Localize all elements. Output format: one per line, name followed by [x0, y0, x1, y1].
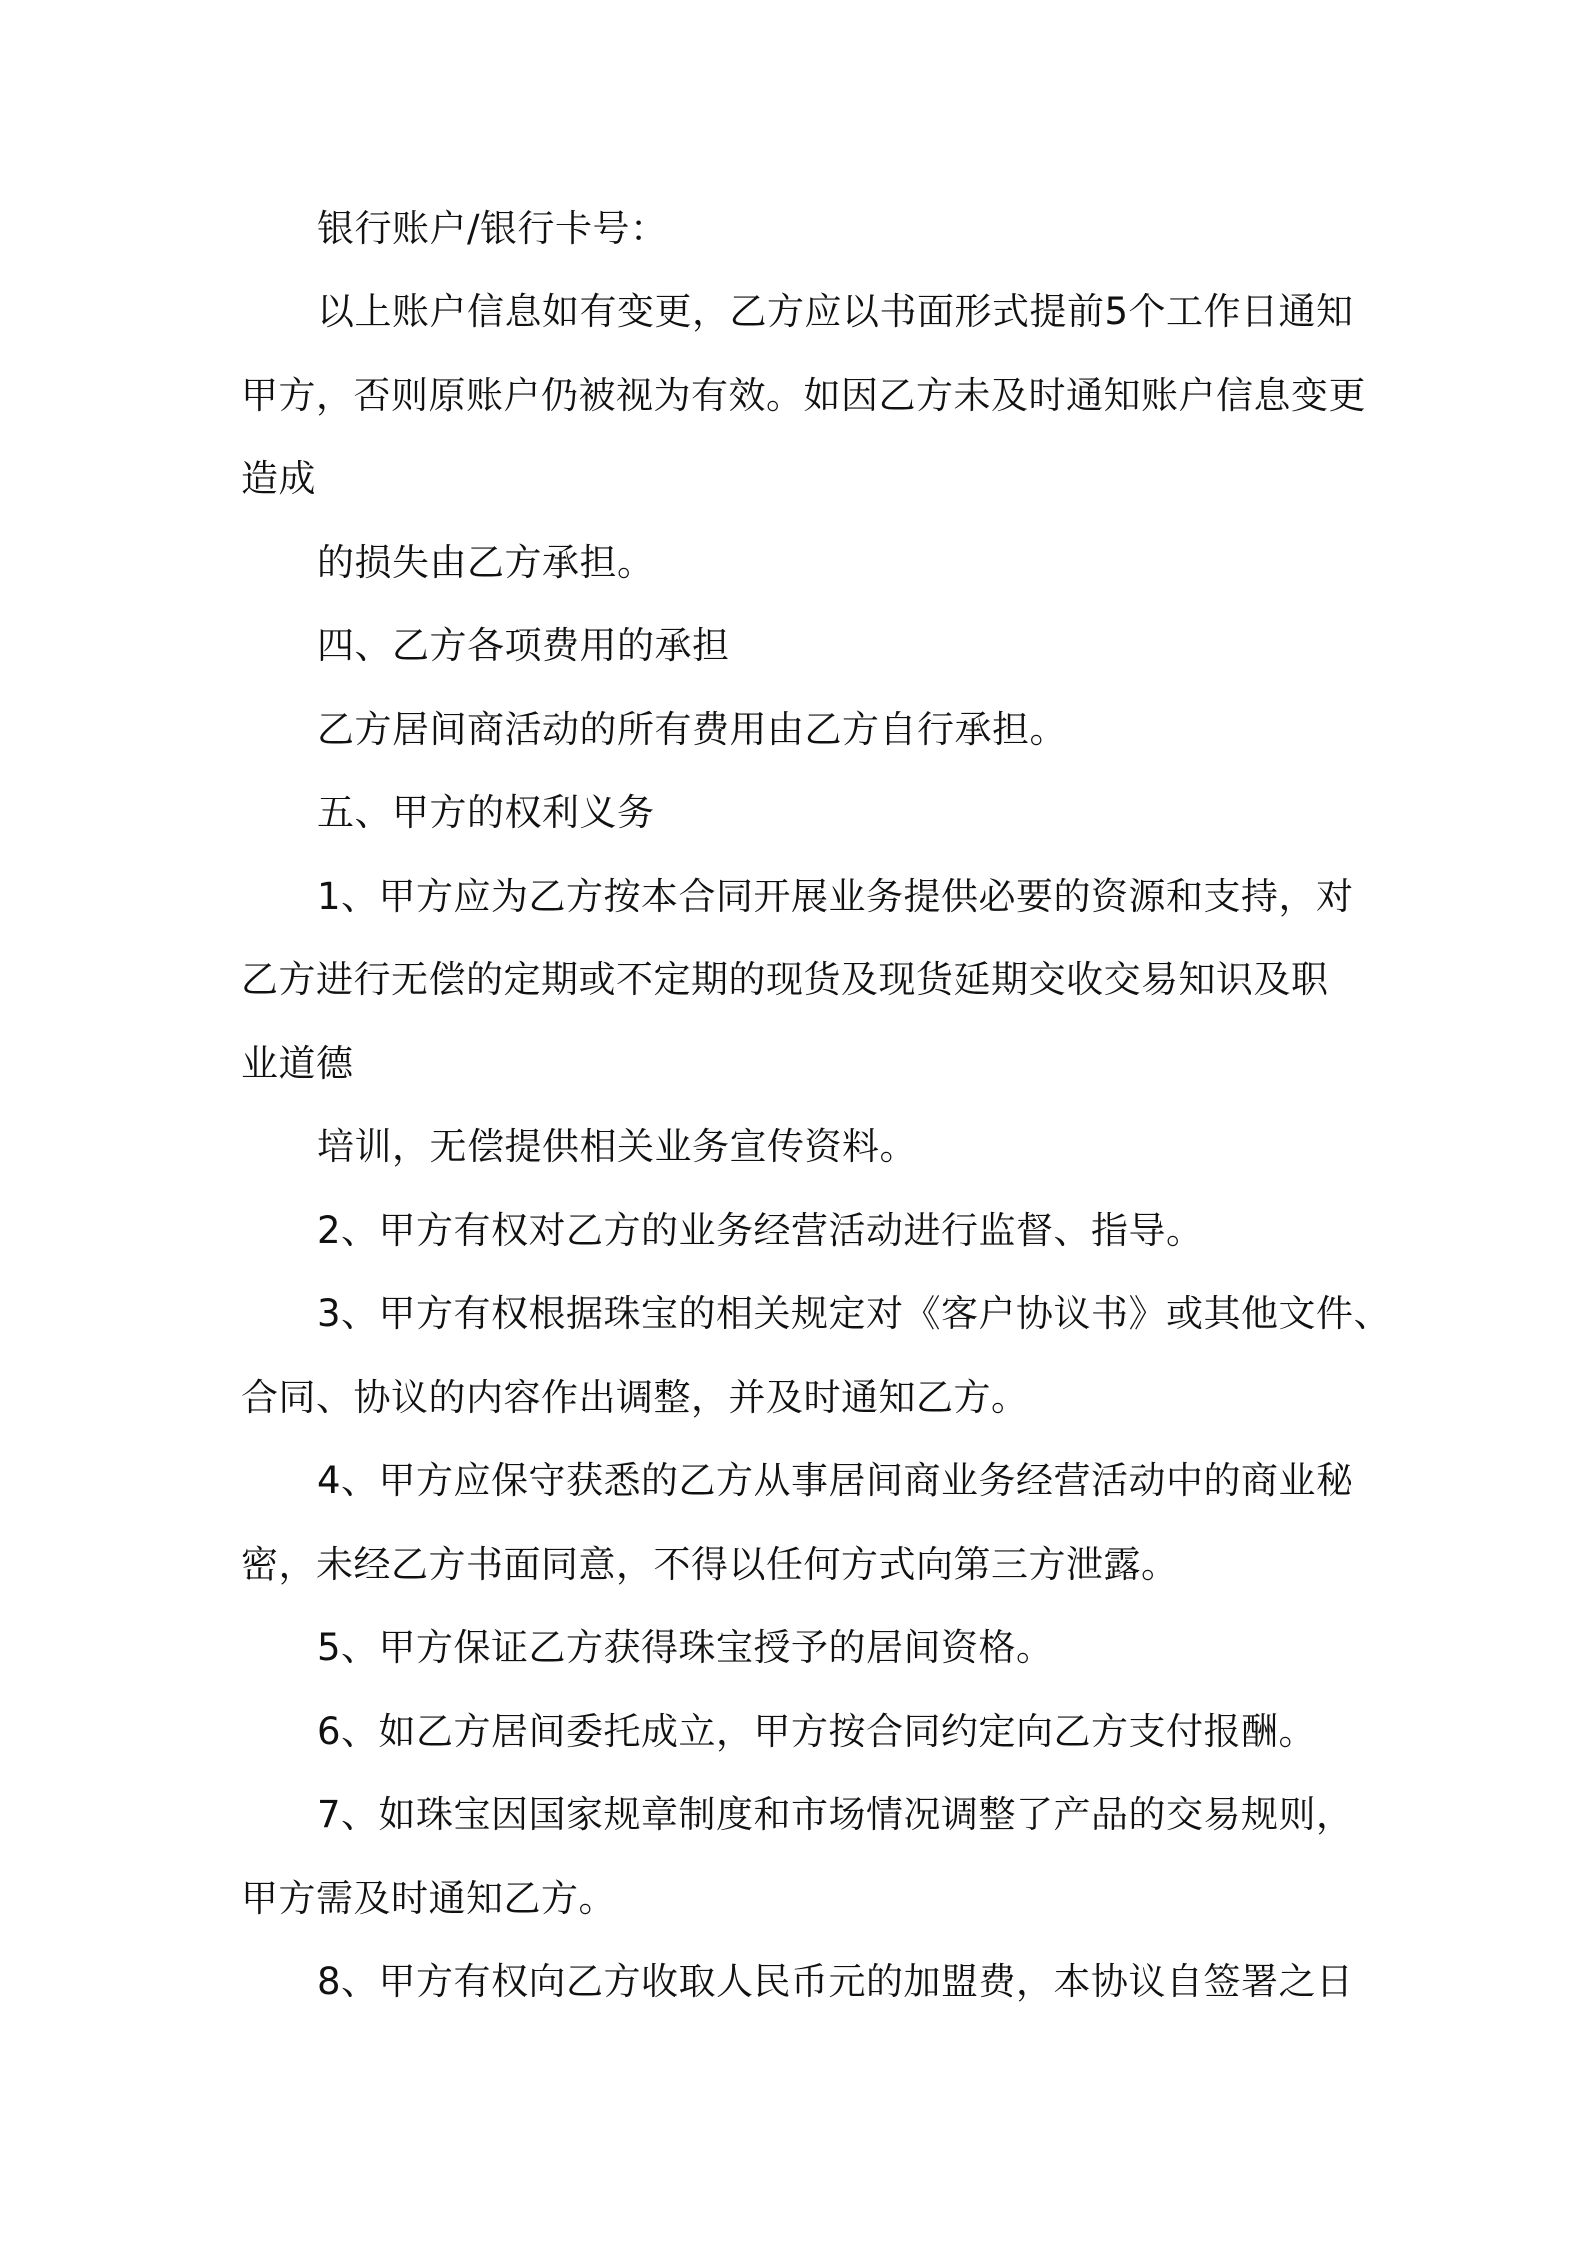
clause-6-line: 6、如乙方居间委托成立，甲方按合同约定向乙方支付报酬。: [317, 1710, 1317, 1753]
clause-3-line: 合同、协议的内容作出调整，并及时通知乙方。: [241, 1376, 1029, 1419]
clause-1-line: 业道德: [241, 1042, 354, 1085]
clause-5-line: 5、甲方保证乙方获得珠宝授予的居间资格。: [317, 1626, 1054, 1669]
paragraph-line: 乙方居间商活动的所有费用由乙方自行承担。: [317, 708, 1067, 751]
clause-7-line: 甲方需及时通知乙方。: [241, 1877, 616, 1920]
clause-2-line: 2、甲方有权对乙方的业务经营活动进行监督、指导。: [317, 1209, 1204, 1252]
paragraph-line: 甲方，否则原账户仍被视为有效。如因乙方未及时通知账户信息变更: [241, 374, 1366, 417]
paragraph-line: 以上账户信息如有变更，乙方应以书面形式提前5个工作日通知: [317, 290, 1354, 333]
bank-account-line: 银行账户/银行卡号：: [317, 207, 668, 250]
clause-4-line: 4、甲方应保守获悉的乙方从事居间商业务经营活动中的商业秘: [317, 1459, 1354, 1502]
paragraph-line: 造成: [241, 457, 316, 500]
clause-1-line: 1、甲方应为乙方按本合同开展业务提供必要的资源和支持，对: [317, 875, 1354, 918]
clause-4-line: 密，未经乙方书面同意，不得以任何方式向第三方泄露。: [241, 1543, 1179, 1586]
section-heading-4: 四、乙方各项费用的承担: [317, 624, 730, 667]
clause-8-line: 8、甲方有权向乙方收取人民币元的加盟费，本协议自签署之日: [317, 1960, 1354, 2003]
clause-3-line: 3、甲方有权根据珠宝的相关规定对《客户协议书》或其他文件、: [317, 1292, 1392, 1335]
paragraph-line: 的损失由乙方承担。: [317, 541, 655, 584]
section-heading-5: 五、甲方的权利义务: [317, 791, 655, 834]
clause-7-line: 7、如珠宝因国家规章制度和市场情况调整了产品的交易规则，: [317, 1793, 1354, 1836]
clause-1-line: 培训，无偿提供相关业务宣传资料。: [317, 1125, 917, 1168]
clause-1-line: 乙方进行无偿的定期或不定期的现货及现货延期交收交易知识及职: [241, 958, 1329, 1001]
